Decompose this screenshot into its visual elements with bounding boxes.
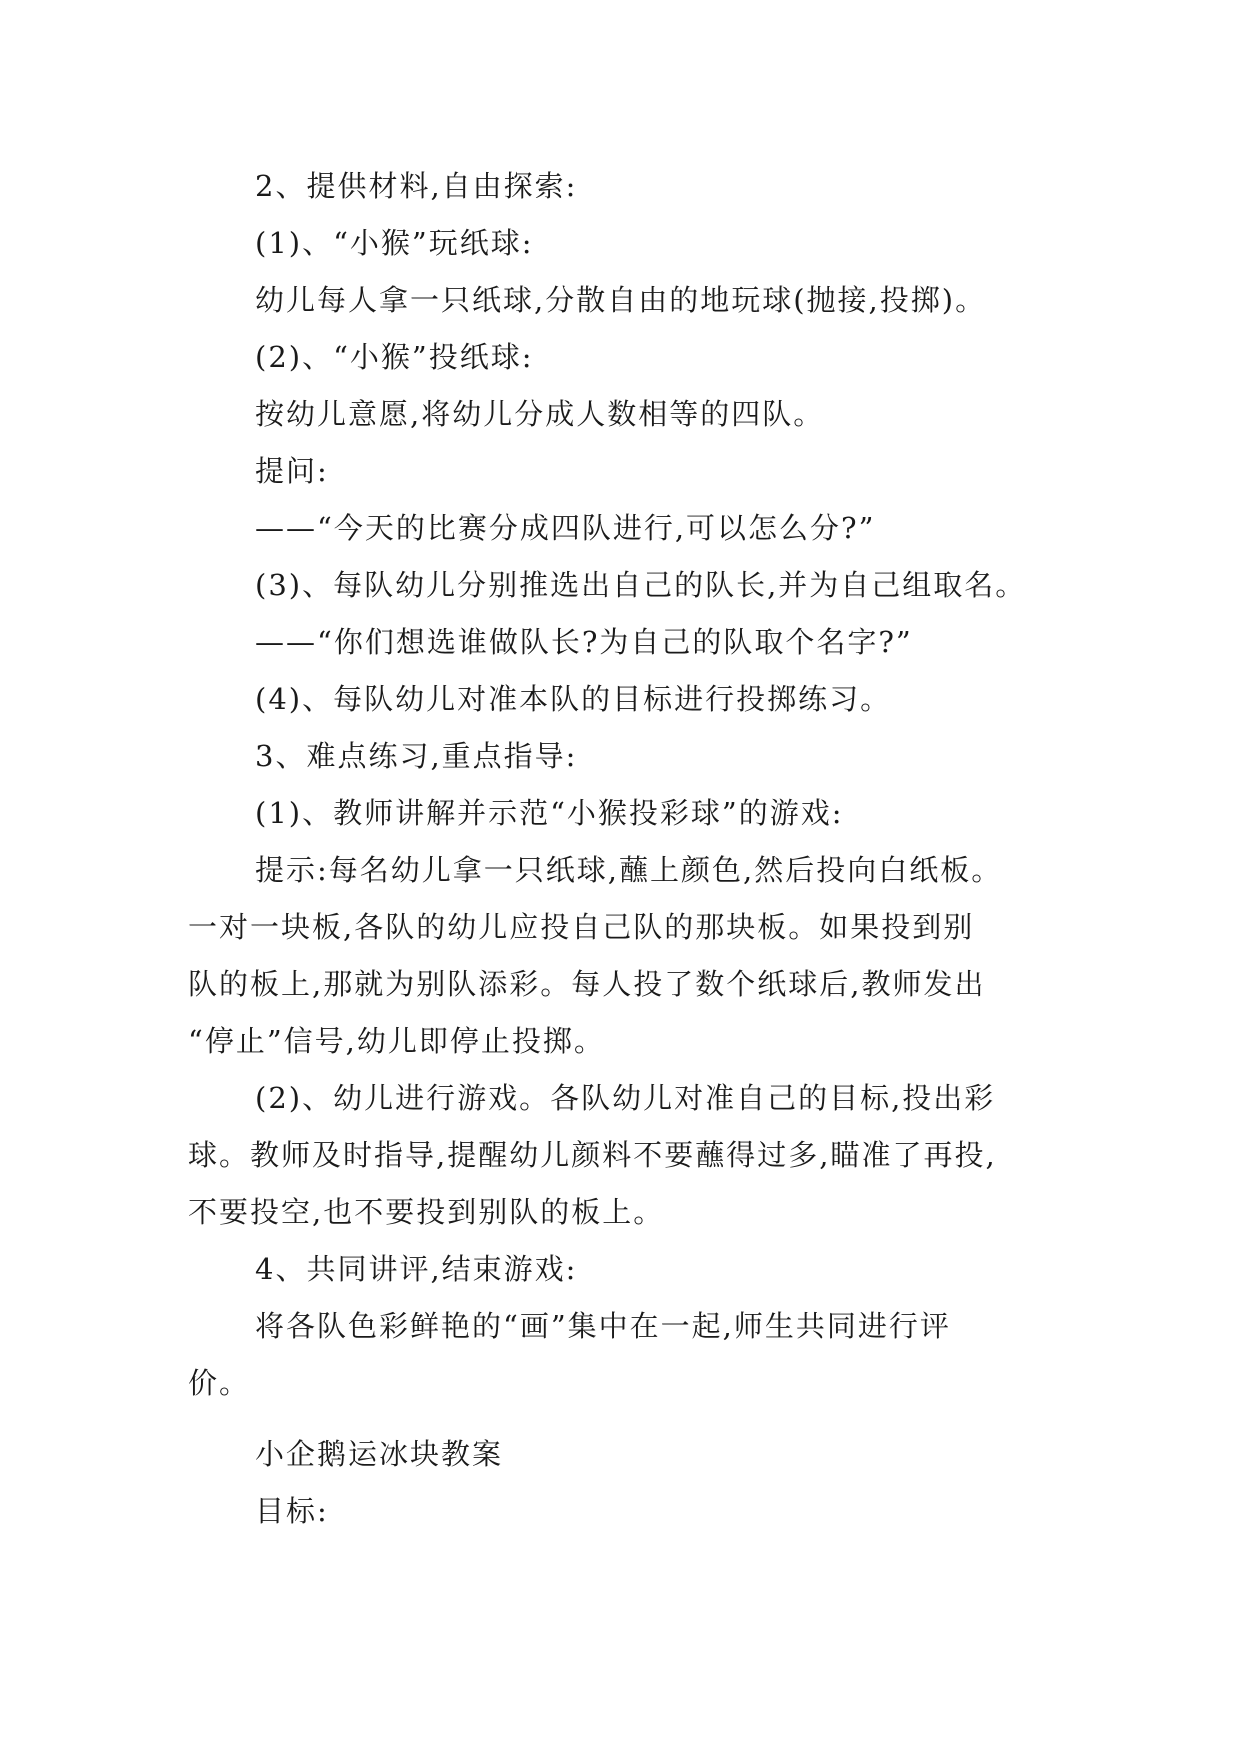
section-heading-3: 3、难点练习,重点指导: xyxy=(255,739,578,773)
paragraph-line: 价。 xyxy=(188,1366,251,1400)
goals-heading: 目标: xyxy=(255,1494,329,1528)
paragraph-line: 按幼儿意愿,将幼儿分成人数相等的四队。 xyxy=(255,397,825,431)
lesson-title: 小企鹅运冰块教案 xyxy=(255,1437,504,1471)
subheading-3: (3)、每队幼儿分别推选出自己的队长,并为自己组取名。 xyxy=(255,568,1027,602)
subheading-1: (1)、教师讲解并示范“小猴投彩球”的游戏: xyxy=(255,796,844,830)
section-heading-2: 2、提供材料,自由探索: xyxy=(255,169,578,203)
subheading-2: (2)、幼儿进行游戏。各队幼儿对准自己的目标,投出彩 xyxy=(255,1081,996,1115)
subheading-1: (1)、“小猴”玩纸球: xyxy=(255,226,534,260)
paragraph-line: 幼儿每人拿一只纸球,分散自由的地玩球(抛接,投掷)。 xyxy=(255,283,987,317)
subheading-4: (4)、每队幼儿对准本队的目标进行投掷练习。 xyxy=(255,682,892,716)
paragraph-line: 将各队色彩鲜艳的“画”集中在一起,师生共同进行评 xyxy=(255,1309,951,1343)
paragraph-line: ——“你们想选谁做队长?为自己的队取个名字?” xyxy=(255,625,913,659)
paragraph-line: 队的板上,那就为别队添彩。每人投了数个纸球后,教师发出 xyxy=(188,967,986,1001)
paragraph-line: 一对一块板,各队的幼儿应投自己队的那块板。如果投到别 xyxy=(188,910,975,944)
paragraph-line: 提示:每名幼儿拿一只纸球,蘸上颜色,然后投向白纸板。 xyxy=(255,853,1003,887)
subheading-2: (2)、“小猴”投纸球: xyxy=(255,340,534,374)
paragraph-line: “停止”信号,幼儿即停止投掷。 xyxy=(188,1024,605,1058)
paragraph-line: 提问: xyxy=(255,454,329,488)
section-heading-4: 4、共同讲评,结束游戏: xyxy=(255,1252,578,1286)
paragraph-line: 不要投空,也不要投到别队的板上。 xyxy=(188,1195,665,1229)
paragraph-line: 球。教师及时指导,提醒幼儿颜料不要蘸得过多,瞄准了再投, xyxy=(188,1138,997,1172)
paragraph-line: ——“今天的比赛分成四队进行,可以怎么分?” xyxy=(255,511,876,545)
